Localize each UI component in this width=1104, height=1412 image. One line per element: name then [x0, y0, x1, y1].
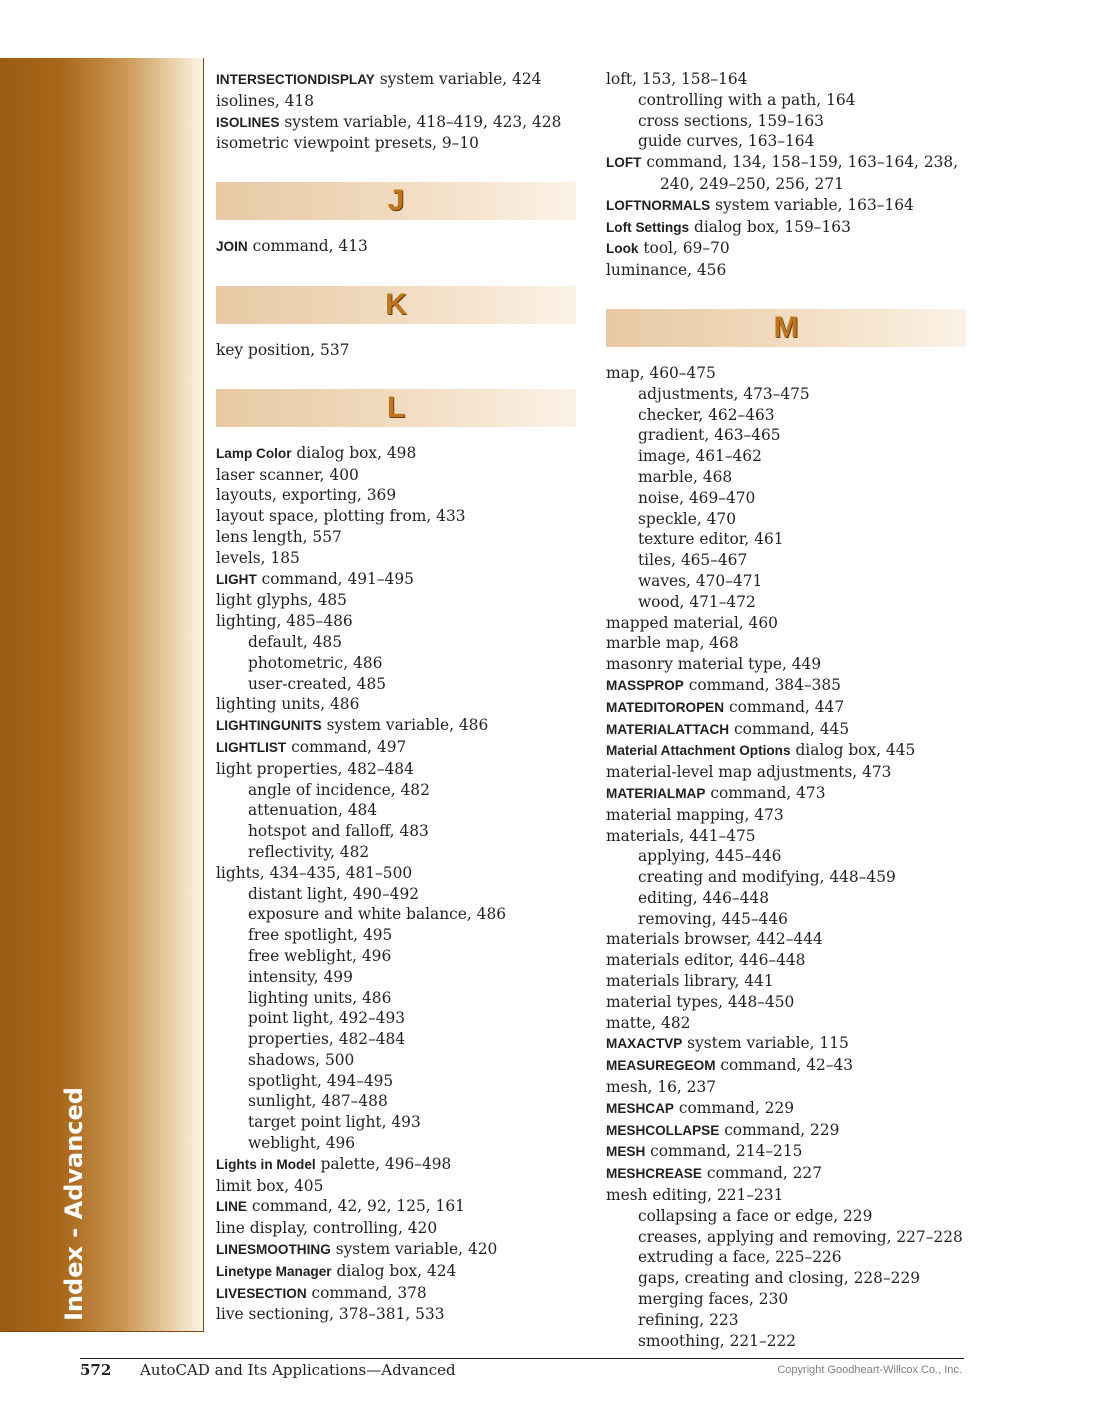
index-reference: mesh, 16, 237 [606, 1078, 717, 1097]
index-reference: checker, 462–463 [638, 405, 775, 424]
index-reference: default, 485 [248, 632, 343, 651]
index-subentry [216, 632, 576, 653]
index-term: MESHCAP [606, 1100, 674, 1116]
index-reference: key position, 537 [216, 340, 350, 359]
index-reference: smoothing, 221–222 [638, 1331, 797, 1350]
index-reference: tool, 69–70 [638, 239, 730, 258]
index-reference: isolines, 418 [216, 91, 315, 110]
index-subentry [216, 988, 576, 1009]
index-reference: removing, 445–446 [638, 909, 788, 928]
index-reference: materials library, 441 [606, 972, 774, 991]
index-reference: light glyphs, 485 [216, 591, 347, 610]
footer-page-number: 572 [80, 1361, 112, 1379]
index-entry [216, 737, 576, 759]
index-column-right [606, 69, 966, 1351]
index-subentry [606, 1268, 966, 1289]
index-reference: merging faces, 230 [638, 1290, 789, 1309]
index-subentry [606, 550, 966, 571]
index-term: INTERSECTIONDISPLAY [216, 72, 375, 87]
index-reference: command, 491–495 [256, 569, 414, 588]
index-term: Loft Settings [606, 219, 690, 235]
index-entry [216, 506, 576, 527]
index-entry [606, 260, 966, 281]
index-reference: properties, 482–484 [248, 1030, 406, 1049]
index-reference: controlling with a path, 164 [638, 90, 856, 109]
index-term: Material Attachment Options [606, 743, 791, 759]
index-entry [216, 759, 576, 780]
index-subentry [606, 90, 966, 111]
index-subentry [606, 888, 966, 909]
index-subentry [216, 821, 576, 842]
index-subentry [606, 529, 966, 550]
index-entry [606, 762, 966, 783]
index-reference: angle of incidence, 482 [248, 780, 430, 799]
index-reference: isometric viewpoint presets, 9–10 [216, 134, 479, 153]
index-reference: creases, applying and removing, 227–228 [638, 1227, 963, 1246]
section-letter: J [387, 184, 405, 218]
index-entry [606, 1141, 966, 1163]
index-subentry [606, 174, 966, 195]
index-subentry [216, 842, 576, 863]
index-reference: applying, 445–446 [638, 847, 782, 866]
index-reference: command, 497 [286, 737, 407, 756]
index-entry [606, 217, 966, 239]
index-entry [606, 1077, 966, 1098]
index-term: MESHCREASE [606, 1166, 702, 1182]
index-reference: command, 134, 158–159, 163–164, 238, [641, 153, 959, 172]
index-entry [606, 1013, 966, 1034]
index-entry [606, 740, 966, 762]
index-reference: extruding a face, 225–226 [638, 1248, 842, 1267]
index-entry [216, 548, 576, 569]
index-reference: system variable, 418–419, 423, 428 [279, 112, 562, 131]
index-subentry [216, 904, 576, 925]
index-reference: line display, controlling, 420 [216, 1219, 438, 1238]
index-term: LOFT [606, 155, 642, 171]
index-subentry [216, 800, 576, 821]
index-subentry [606, 509, 966, 530]
index-reference: light properties, 482–484 [216, 759, 414, 778]
letter-header-l [216, 389, 576, 427]
index-subentry [216, 925, 576, 946]
index-term: Linetype Manager [216, 1263, 332, 1279]
index-entry [606, 152, 966, 174]
index-entry [216, 1154, 576, 1176]
index-subentry [216, 967, 576, 988]
index-entry [606, 950, 966, 971]
index-column-left [216, 69, 576, 1325]
index-entry [216, 590, 576, 611]
index-entry [606, 971, 966, 992]
index-reference: material-level map adjustments, 473 [606, 763, 892, 782]
index-reference: command, 229 [673, 1098, 795, 1117]
index-subentry [606, 1331, 966, 1352]
index-subentry [606, 592, 966, 613]
index-reference: dialog box, 445 [790, 741, 916, 760]
index-subentry [606, 1206, 966, 1227]
index-reference: refining, 223 [638, 1310, 739, 1329]
index-subentry [606, 909, 966, 930]
index-reference: dialog box, 159–163 [689, 217, 851, 236]
index-entry [606, 69, 966, 90]
index-reference: exposure and white balance, 486 [248, 905, 507, 924]
index-subentry [216, 884, 576, 905]
index-reference: material types, 448–450 [606, 992, 795, 1011]
index-subentry [606, 131, 966, 152]
index-subentry [606, 1227, 966, 1248]
index-reference: luminance, 456 [606, 261, 727, 280]
index-subentry [606, 1289, 966, 1310]
index-term: LIGHTINGUNITS [216, 718, 322, 734]
index-reference: lights, 434–435, 481–500 [216, 863, 413, 882]
index-reference: command, 42, 92, 125, 161 [246, 1197, 465, 1216]
index-term: LINE [216, 1199, 247, 1215]
index-reference: layout space, plotting from, 433 [216, 507, 466, 526]
index-reference: distant light, 490–492 [248, 884, 420, 903]
section-letter: M [773, 310, 799, 344]
letter-header-j [216, 182, 576, 220]
index-reference: noise, 469–470 [638, 488, 756, 507]
index-entry [216, 340, 576, 361]
index-subentry [216, 1133, 576, 1154]
index-subentry [216, 1071, 576, 1092]
index-reference: lighting units, 486 [248, 988, 392, 1007]
index-reference: wood, 471–472 [638, 592, 756, 611]
index-entry [606, 654, 966, 675]
index-term: LIGHTLIST [216, 739, 287, 755]
section-letter: K [385, 287, 407, 321]
index-subentry [216, 1091, 576, 1112]
index-reference: command, 214–215 [645, 1142, 803, 1161]
section-letter: L [386, 390, 406, 424]
index-entry [216, 715, 576, 737]
index-reference: image, 461–462 [638, 447, 762, 466]
index-reference: sunlight, 487–488 [248, 1092, 388, 1111]
index-entry [606, 929, 966, 950]
index-reference: marble, 468 [638, 467, 733, 486]
index-subentry [216, 1008, 576, 1029]
index-reference: 240, 249–250, 256, 271 [660, 174, 844, 193]
index-entry [606, 363, 966, 384]
index-reference: live sectioning, 378–381, 533 [216, 1305, 445, 1324]
index-reference: collapsing a face or edge, 229 [638, 1206, 873, 1225]
index-reference: free weblight, 496 [248, 946, 392, 965]
index-subentry [216, 780, 576, 801]
index-term: ISOLINES [216, 114, 280, 130]
index-reference: matte, 482 [606, 1013, 691, 1032]
index-subentry [606, 425, 966, 446]
index-term: Lamp Color [216, 445, 292, 461]
index-reference: command, 378 [306, 1283, 427, 1302]
index-reference: lighting, 485–486 [216, 612, 353, 631]
index-term: MATERIALATTACH [606, 721, 730, 737]
index-entry [216, 485, 576, 506]
index-reference: user-created, 485 [248, 674, 387, 693]
index-term: MESHCOLLAPSE [606, 1122, 720, 1138]
index-reference: photometric, 486 [248, 653, 383, 672]
index-reference: command, 447 [724, 697, 845, 716]
index-reference: editing, 446–448 [638, 888, 769, 907]
index-reference: system variable, 163–164 [710, 195, 914, 214]
index-subentry [216, 946, 576, 967]
index-reference: limit box, 405 [216, 1176, 324, 1195]
index-subentry [606, 111, 966, 132]
index-reference: target point light, 493 [248, 1113, 421, 1132]
index-entry [216, 569, 576, 591]
index-reference: system variable, 424 [374, 70, 542, 88]
index-entry [216, 694, 576, 715]
index-entry [216, 69, 576, 91]
index-term: MATEDITOROPEN [606, 699, 725, 715]
index-entry [216, 465, 576, 486]
index-entry [216, 863, 576, 884]
index-entry [606, 1163, 966, 1185]
index-term: MESH [606, 1144, 646, 1160]
index-subentry [606, 867, 966, 888]
index-term: Lights in Model [216, 1156, 316, 1172]
index-reference: gaps, creating and closing, 228–229 [638, 1269, 921, 1288]
index-reference: palette, 496–498 [315, 1154, 452, 1173]
index-entry [606, 719, 966, 741]
index-entry [606, 675, 966, 697]
index-side-tab [0, 58, 204, 1332]
index-term: JOIN [216, 239, 248, 255]
index-reference: lens length, 557 [216, 527, 342, 546]
index-subentry [216, 653, 576, 674]
index-reference: mapped material, 460 [606, 613, 778, 632]
index-reference: command, 227 [701, 1164, 823, 1183]
index-reference: command, 473 [705, 783, 826, 802]
index-reference: speckle, 470 [638, 509, 736, 528]
index-term: LIGHT [216, 571, 257, 587]
index-entry [216, 1239, 576, 1261]
index-entry [216, 1176, 576, 1197]
letter-header-k [216, 286, 576, 324]
index-term: MAXACTVP [606, 1036, 683, 1052]
index-term: Look [606, 241, 639, 257]
index-entry [606, 1098, 966, 1120]
index-entry [606, 633, 966, 654]
index-reference: marble map, 468 [606, 634, 739, 653]
index-reference: hotspot and falloff, 483 [248, 822, 429, 841]
footer-copyright: Copyright Goodheart-Willcox Co., Inc. [777, 1364, 962, 1376]
index-reference: material mapping, 473 [606, 805, 784, 824]
index-reference: command, 413 [247, 237, 368, 256]
index-entry [216, 527, 576, 548]
index-reference: materials browser, 442–444 [606, 930, 823, 949]
footer-book-title: AutoCAD and Its Applications—Advanced [140, 1361, 456, 1379]
index-subentry [606, 1310, 966, 1331]
index-term: MEASUREGEOM [606, 1058, 716, 1074]
index-entry [216, 1304, 576, 1325]
index-term: MASSPROP [606, 677, 684, 693]
index-entry [606, 992, 966, 1013]
index-reference: lighting units, 486 [216, 695, 360, 714]
index-reference: system variable, 486 [321, 716, 489, 735]
index-reference: layouts, exporting, 369 [216, 486, 397, 505]
index-entry [216, 236, 576, 258]
index-entry [216, 1261, 576, 1283]
index-subentry [216, 1029, 576, 1050]
index-reference: masonry material type, 449 [606, 655, 822, 674]
index-subentry [606, 384, 966, 405]
index-entry [606, 1185, 966, 1206]
index-reference: mesh editing, 221–231 [606, 1186, 784, 1205]
index-reference: command, 229 [719, 1120, 840, 1139]
index-entry [216, 1218, 576, 1239]
index-reference: intensity, 499 [248, 967, 353, 986]
index-reference: command, 384–385 [683, 675, 841, 694]
index-entry [216, 133, 576, 154]
index-term: MATERIALMAP [606, 785, 706, 801]
index-reference: point light, 492–493 [248, 1009, 406, 1028]
index-reference: spotlight, 494–495 [248, 1071, 394, 1090]
index-entry [606, 1055, 966, 1077]
index-reference: adjustments, 473–475 [638, 384, 810, 403]
index-reference: materials editor, 446–448 [606, 951, 806, 970]
index-term: LINESMOOTHING [216, 1242, 331, 1258]
index-reference: texture editor, 461 [638, 530, 784, 549]
index-entry [606, 697, 966, 719]
index-reference: reflectivity, 482 [248, 842, 370, 861]
index-reference: free spotlight, 495 [248, 926, 393, 945]
index-subentry [606, 467, 966, 488]
index-subentry [216, 674, 576, 695]
index-entry [216, 1283, 576, 1305]
index-entry [606, 195, 966, 217]
index-reference: tiles, 465–467 [638, 551, 748, 570]
index-subentry [606, 1247, 966, 1268]
index-reference: weblight, 496 [248, 1134, 356, 1153]
index-reference: laser scanner, 400 [216, 465, 359, 484]
index-reference: attenuation, 484 [248, 801, 378, 820]
index-entry [606, 1033, 966, 1055]
index-subentry [606, 846, 966, 867]
index-reference: gradient, 463–465 [638, 426, 781, 445]
index-entry [606, 238, 966, 260]
index-reference: system variable, 115 [682, 1034, 849, 1053]
index-entry [216, 91, 576, 112]
index-entry [606, 826, 966, 847]
index-reference: cross sections, 159–163 [638, 111, 824, 130]
index-entry [216, 611, 576, 632]
index-subentry [606, 488, 966, 509]
index-entry [216, 112, 576, 134]
index-reference: command, 42–43 [715, 1056, 854, 1075]
index-subentry [606, 405, 966, 426]
index-entry [216, 443, 576, 465]
letter-header-m [606, 309, 966, 347]
index-entry [606, 805, 966, 826]
index-term: LOFTNORMALS [606, 197, 711, 213]
index-reference: map, 460–475 [606, 363, 716, 382]
index-subentry [216, 1112, 576, 1133]
index-entry [606, 1120, 966, 1142]
index-entry [216, 1196, 576, 1218]
index-entry [606, 783, 966, 805]
index-reference: creating and modifying, 448–459 [638, 868, 896, 887]
index-reference: waves, 470–471 [638, 571, 763, 590]
index-reference: shadows, 500 [248, 1050, 355, 1069]
index-reference: materials, 441–475 [606, 826, 756, 845]
index-reference: dialog box, 424 [331, 1261, 457, 1280]
index-subentry [606, 571, 966, 592]
index-term: LIVESECTION [216, 1285, 307, 1301]
index-reference: command, 445 [729, 719, 850, 738]
side-tab-title: Index - Advanced [60, 1087, 88, 1321]
footer-rule [80, 1358, 964, 1359]
index-subentry [216, 1050, 576, 1071]
index-reference: levels, 185 [216, 548, 300, 567]
index-subentry [606, 446, 966, 467]
index-entry [606, 613, 966, 634]
index-reference: system variable, 420 [330, 1240, 498, 1259]
index-reference: dialog box, 498 [291, 443, 417, 462]
index-reference: guide curves, 163–164 [638, 132, 815, 151]
index-reference: loft, 153, 158–164 [606, 70, 748, 88]
